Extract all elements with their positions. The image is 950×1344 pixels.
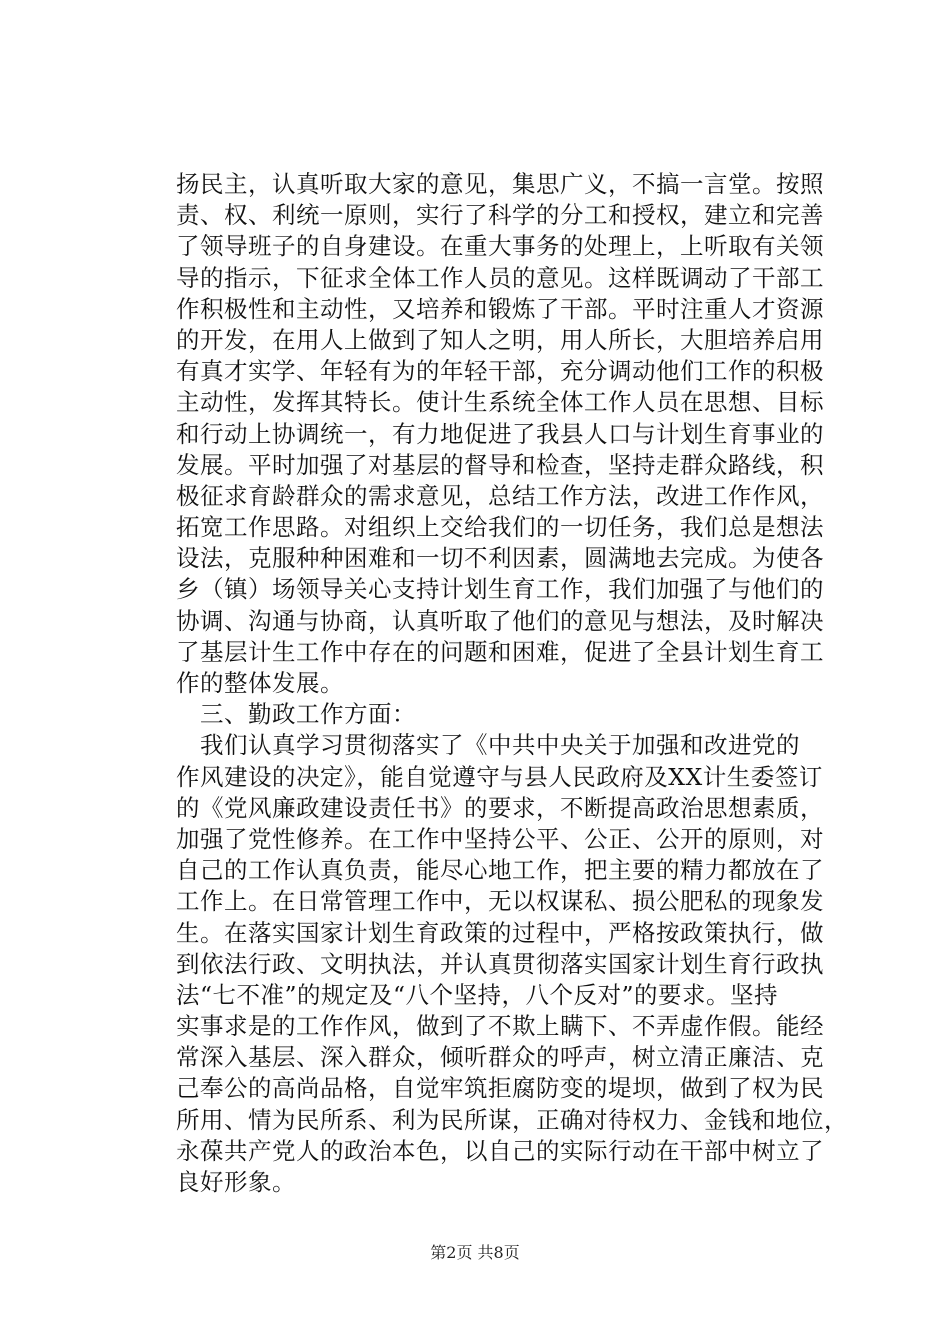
text-line: 协调、沟通与协商，认真听取了他们的意见与想法，及时解决 xyxy=(176,606,824,635)
section-heading: 三、勤政工作方面： xyxy=(176,700,416,729)
text-line: 导的指示，下征求全体工作人员的意见。这样既调动了干部工 xyxy=(176,263,824,292)
text-line: 和行动上协调统一，有力地促进了我县人口与计划生育事业的 xyxy=(176,419,824,448)
text-line: 有真才实学、年轻有为的年轻干部，充分调动他们工作的积极 xyxy=(176,357,824,386)
text-line: 作积极性和主动性，又培养和锻炼了干部。平时注重人才资源 xyxy=(176,294,824,323)
text-line: 作的整体发展。 xyxy=(176,669,344,697)
page-number-footer: 第2页 共8页 xyxy=(430,1243,520,1262)
text-line: 扬民主，认真听取大家的意见，集思广义，不搞一言堂。按照 xyxy=(176,170,824,198)
text-line: 作风建设的决定》，能自觉遵守与县人民政府及XX计生委签订 xyxy=(176,762,823,791)
text-line: 永葆共产党人的政治本色，以自己的实际行动在干部中树立了 xyxy=(176,1136,824,1165)
document-body xyxy=(176,169,856,1198)
text-line: 了基层计生工作中存在的问题和困难，促进了全县计划生育工 xyxy=(176,637,824,666)
text-line: 实事求是的工作作风，做到了不欺上瞒下、不弄虚作假。能经 xyxy=(176,1012,824,1041)
text-line: 我们认真学习贯彻落实了《中共中央关于加强和改进党的 xyxy=(176,731,800,760)
text-line: 到依法行政、文明执法，并认真贯彻落实国家计划生育行政执 xyxy=(176,949,824,978)
text-line: 的《党风廉政建设责任书》的要求，不断提高政治思想素质， xyxy=(176,793,824,822)
text-line: 责、权、利统一原则，实行了科学的分工和授权，建立和完善 xyxy=(176,201,824,230)
text-line: 常深入基层、深入群众，倾听群众的呼声，树立清正廉洁、克 xyxy=(176,1043,824,1072)
text-line: 拓宽工作思路。对组织上交给我们的一切任务，我们总是想法 xyxy=(176,513,824,542)
text-line: 工作上。在日常管理工作中，无以权谋私、损公肥私的现象发 xyxy=(176,887,824,916)
text-line: 法“七不准”的规定及“八个坚持，八个反对”的要求。坚持 xyxy=(176,980,779,1009)
text-line: 生。在落实国家计划生育政策的过程中，严格按政策执行，做 xyxy=(176,918,824,947)
text-line: 所用、情为民所系、利为民所谋，正确对待权力、金钱和地位， xyxy=(176,1105,848,1134)
text-line: 极征求育龄群众的需求意见，总结工作方法，改进工作作风， xyxy=(176,481,824,510)
text-line: 己奉公的高尚品格，自觉牢筑拒腐防变的堤坝，做到了权为民 xyxy=(176,1074,824,1103)
text-line: 设法，克服种种困难和一切不利因素，圆满地去完成。为使各 xyxy=(176,544,824,573)
text-line: 乡（镇）场领导关心支持计划生育工作，我们加强了与他们的 xyxy=(176,575,824,604)
text-line: 了领导班子的自身建设。在重大事务的处理上，上听取有关领 xyxy=(176,232,824,261)
text-line: 良好形象。 xyxy=(176,1168,296,1196)
text-line: 发展。平时加强了对基层的督导和检查，坚持走群众路线，积 xyxy=(176,450,824,479)
text-line: 主动性，发挥其特长。使计生系统全体工作人员在思想、目标 xyxy=(176,388,824,417)
text-line: 自己的工作认真负责，能尽心地工作，把主要的精力都放在了 xyxy=(176,856,824,885)
text-line: 加强了党性修养。在工作中坚持公平、公正、公开的原则，对 xyxy=(176,824,824,853)
text-line: 的开发，在用人上做到了知人之明，用人所长，大胆培养启用 xyxy=(176,325,824,354)
